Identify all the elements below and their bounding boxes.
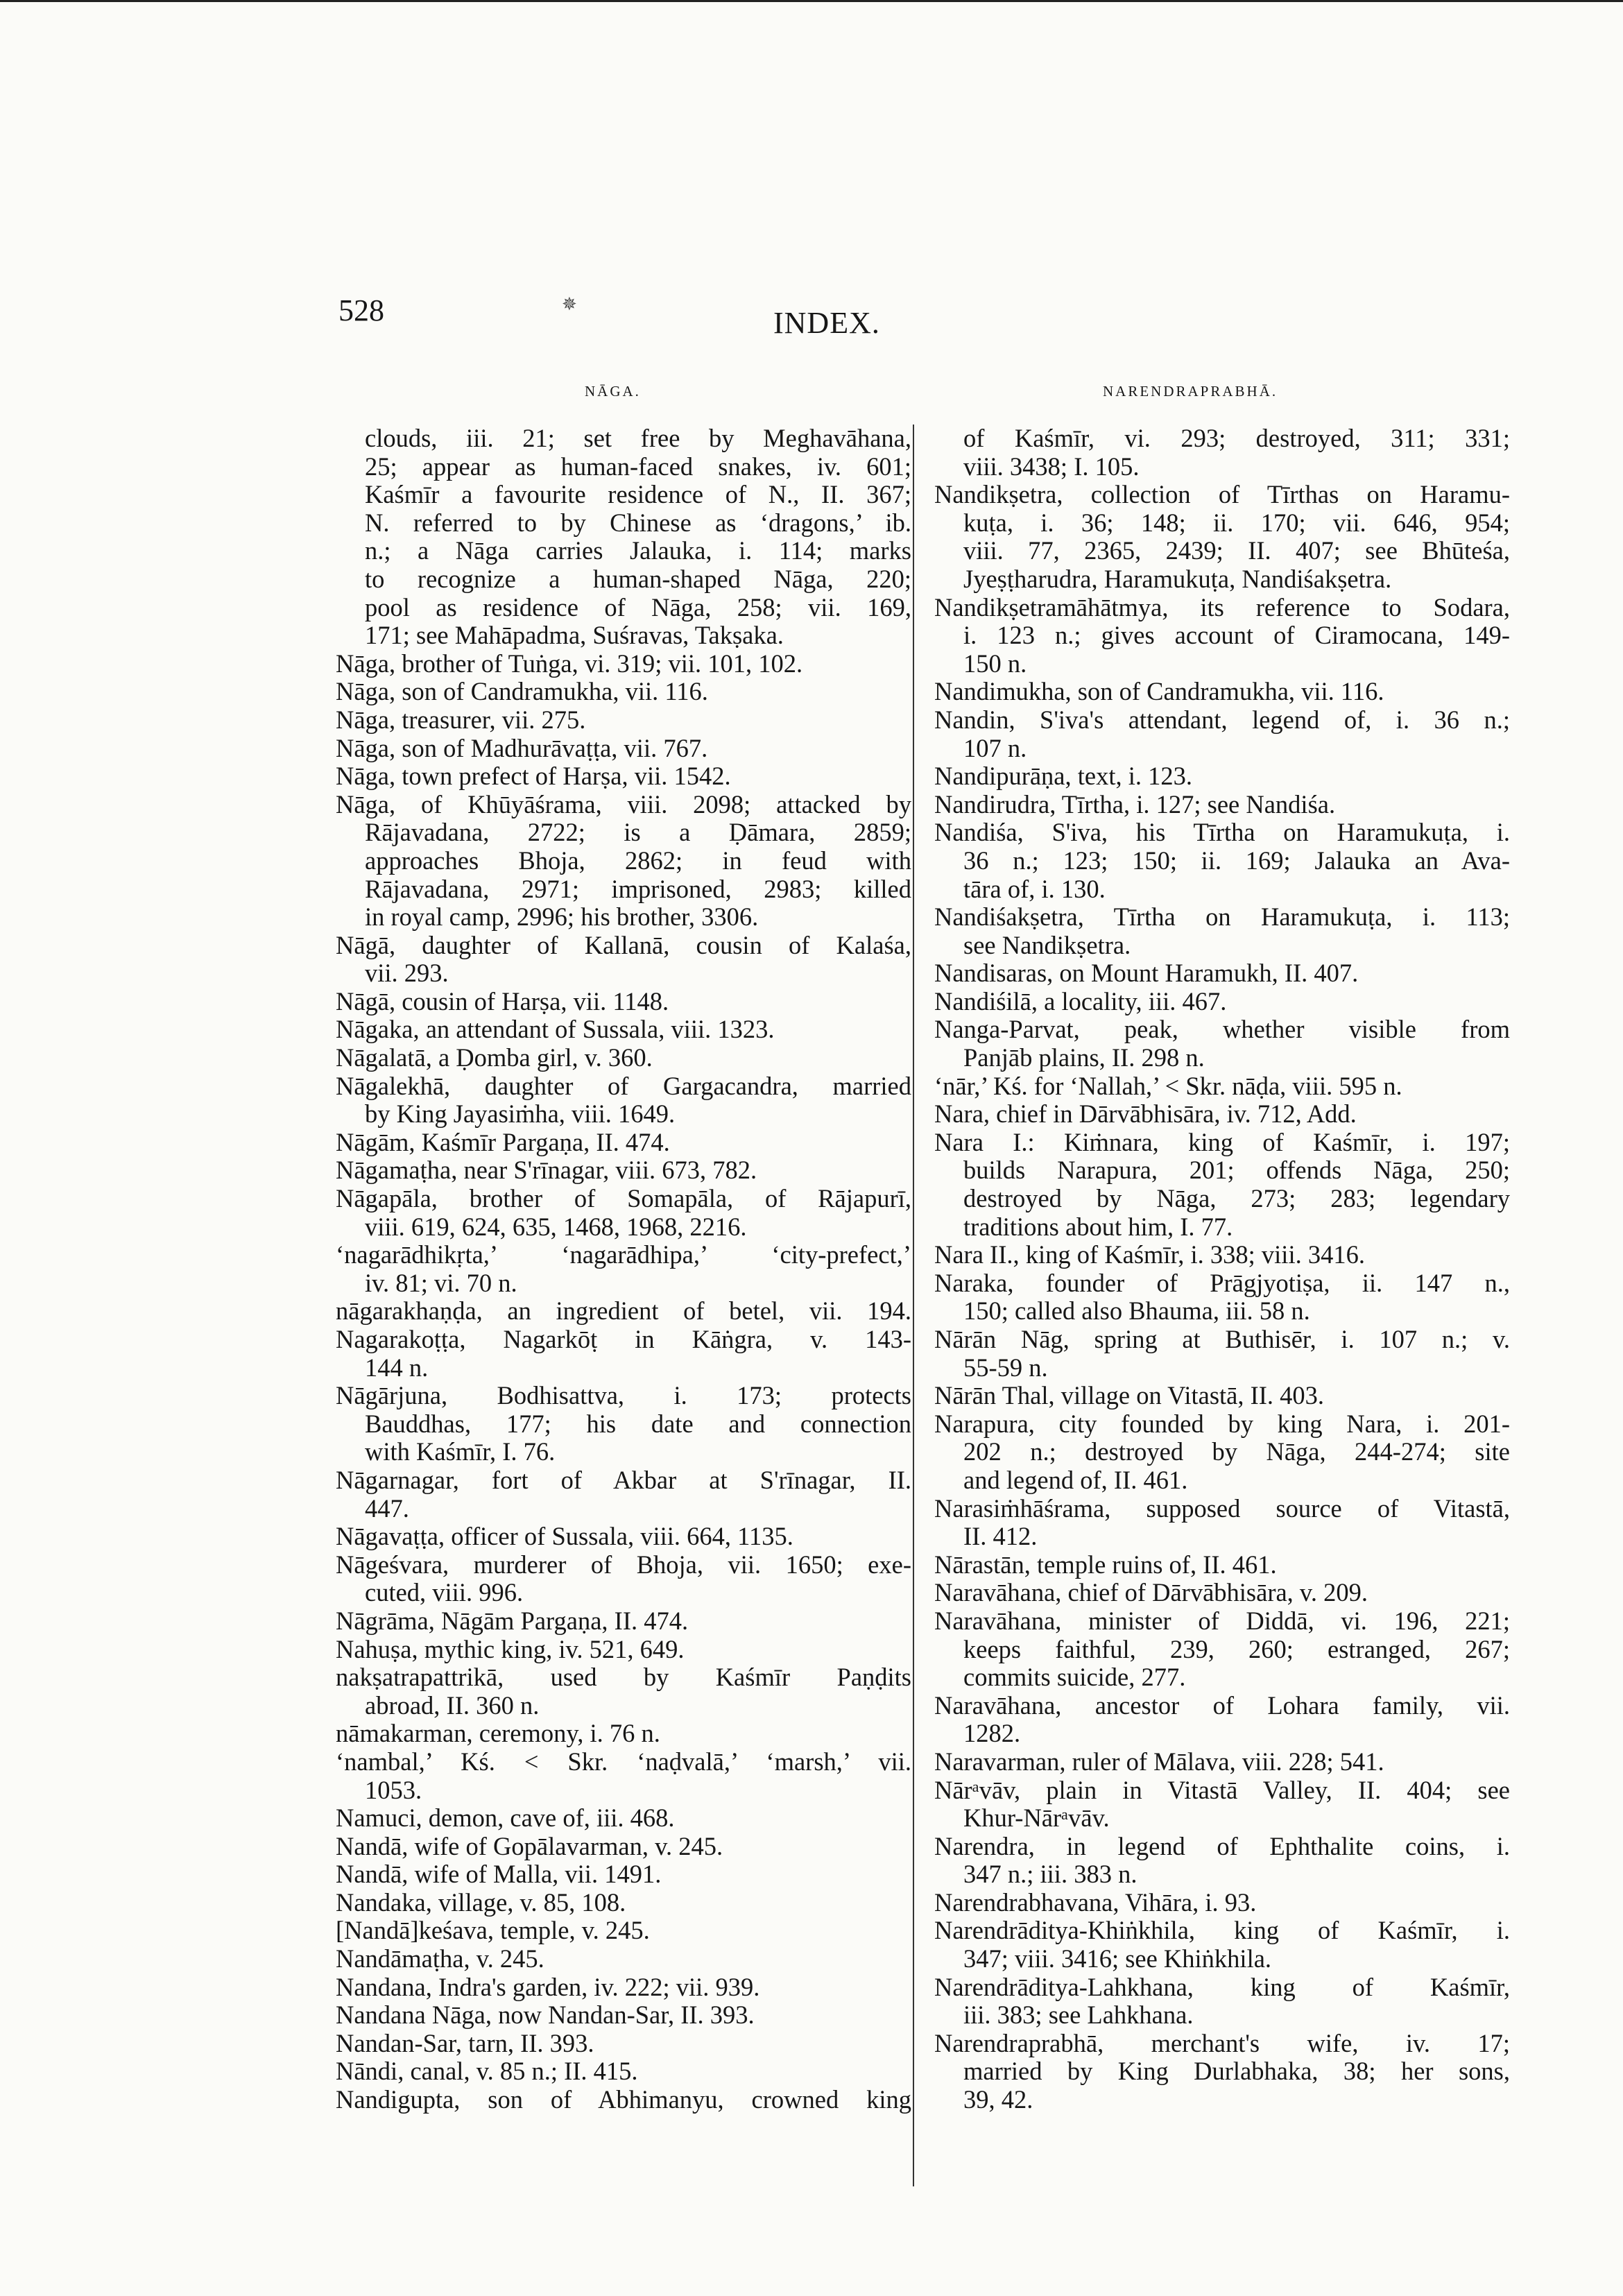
index-line: Narendrabhavana, Vihāra, i. 93. bbox=[934, 1887, 1257, 1917]
index-line: 55-59 n. bbox=[963, 1353, 1048, 1382]
index-line: Nāgā, daughter of Kallanā, cousin of Kalaśa, bbox=[336, 930, 911, 959]
index-line: Nandana, Indra's garden, iv. 222; vii. 939. bbox=[336, 1972, 760, 2001]
index-line: pool as residence of Nāga, 258; vii. 169, bbox=[365, 592, 911, 622]
index-line: Nāgrāma, Nāgām Pargaṇa, II. 474. bbox=[336, 1606, 689, 1635]
index-line: Nandan-Sar, tarn, II. 393. bbox=[336, 2028, 594, 2057]
index-line: Naravāhana, minister of Diddā, vi. 196, 221; bbox=[934, 1606, 1510, 1635]
index-line: Nāgamaṭha, near S'rīnagar, viii. 673, 782. bbox=[336, 1156, 757, 1185]
index-line: by King Jayasiṁha, viii. 1649. bbox=[365, 1099, 676, 1129]
index-line: Jyeṣṭharudra, Haramukuṭa, Nandiśakṣetra. bbox=[963, 564, 1392, 593]
index-line: Nārān Thal, village on Vitastā, II. 403. bbox=[934, 1381, 1325, 1410]
index-line: Nārān Nāg, spring at Buthisēr, i. 107 n.; v. bbox=[934, 1325, 1510, 1353]
right-headword: NARENDRAPRABHĀ. bbox=[1103, 383, 1278, 400]
index-line: Nahuṣa, mythic king, iv. 521, 649. bbox=[336, 1634, 685, 1663]
index-line: Nandimukha, son of Candramukha, vii. 116. bbox=[934, 677, 1384, 706]
left-headword: NĀGA. bbox=[585, 383, 641, 400]
index-line: 347; viii. 3416; see Khiṅkhila. bbox=[963, 1944, 1272, 1973]
index-line: Nandā, wife of Gopālavarman, v. 245. bbox=[336, 1831, 723, 1860]
index-line: II. 412. bbox=[963, 1522, 1038, 1551]
index-line: destroyed by Nāga, 273; 283; legendary bbox=[963, 1184, 1510, 1213]
index-line: Nāga, son of Madhurāvaṭṭa, vii. 767. bbox=[336, 733, 708, 762]
index-line: Nandiśa, S'iva, his Tīrtha on Haramukuṭa, i. bbox=[934, 818, 1510, 847]
index-line: 39, 42. bbox=[963, 2085, 1033, 2114]
index-line: Panjāb plains, II. 298 n. bbox=[963, 1043, 1205, 1072]
index-line: Nāgām, Kaśmīr Pargaṇa, II. 474. bbox=[336, 1127, 670, 1156]
index-line: Naravarman, ruler of Mālava, viii. 228; 541. bbox=[934, 1747, 1384, 1776]
index-line: Namuci, demon, cave of, iii. 468. bbox=[336, 1804, 675, 1833]
index-line: viii. 3438; I. 105. bbox=[963, 452, 1140, 481]
index-line: Nāgalatā, a Ḍomba girl, v. 360. bbox=[336, 1043, 653, 1072]
index-line: Nandin, S'iva's attendant, legend of, i. 36 n.; bbox=[934, 705, 1510, 734]
index-line: 150 n. bbox=[963, 649, 1027, 678]
column-divider bbox=[913, 425, 914, 2186]
index-line: abroad, II. 360 n. bbox=[365, 1690, 540, 1720]
index-line: Nara I.: Kiṁnara, king of Kaśmīr, i. 197; bbox=[934, 1127, 1510, 1156]
index-line: Naravāhana, chief of Dārvābhisāra, v. 209. bbox=[934, 1578, 1368, 1607]
index-line: 1053. bbox=[365, 1775, 422, 1804]
index-line: Rājavadana, 2722; is a Ḍāmara, 2859; bbox=[365, 818, 911, 847]
index-line: Nandipurāṇa, text, i. 123. bbox=[934, 762, 1193, 791]
index-line: Nandiśilā, a locality, iii. 467. bbox=[934, 986, 1227, 1016]
index-line: Bauddhas, 177; his date and connection bbox=[365, 1409, 911, 1438]
index-line: viii. 77, 2365, 2439; II. 407; see Bhūteśa, bbox=[963, 536, 1510, 565]
index-line: commits suicide, 277. bbox=[963, 1663, 1186, 1692]
index-line: approaches Bhoja, 2862; in feud with bbox=[365, 846, 911, 875]
right-column bbox=[934, 425, 1510, 2114]
index-line: ‘nagarādhikṛta,’ ‘nagarādhipa,’ ‘city-prefect,’ bbox=[336, 1240, 911, 1269]
index-line: Nāgarnagar, fort of Akbar at S'rīnagar, II. bbox=[336, 1465, 911, 1494]
index-line: Kaśmīr a favourite residence of N., II. 367; bbox=[365, 480, 911, 509]
index-line: Nāgavaṭṭa, officer of Sussala, viii. 664, 1135. bbox=[336, 1522, 793, 1551]
index-line: Nandikṣetra, collection of Tīrthas on Haramu- bbox=[934, 480, 1510, 509]
index-line: Nandāmaṭha, v. 245. bbox=[336, 1944, 544, 1973]
index-line: tāra of, i. 130. bbox=[963, 874, 1106, 903]
page-title: INDEX. bbox=[773, 306, 880, 340]
index-line: Narendrāditya-Khiṅkhila, king of Kaśmīr, i. bbox=[934, 1916, 1510, 1945]
page-top-edge bbox=[0, 0, 1623, 2]
index-line: Nāgaka, an attendant of Sussala, viii. 1323. bbox=[336, 1015, 775, 1044]
index-line: Nāga, treasurer, vii. 275. bbox=[336, 705, 586, 734]
page-number: 528 bbox=[338, 293, 384, 327]
index-line: Narendraprabhā, merchant's wife, iv. 17; bbox=[934, 2028, 1510, 2057]
index-line: of Kaśmīr, vi. 293; destroyed, 311; 331; bbox=[963, 424, 1510, 452]
index-line: 202 n.; destroyed by Nāga, 244-274; site bbox=[963, 1437, 1510, 1466]
index-line: Narapura, city founded by king Nara, i. 201- bbox=[934, 1409, 1510, 1438]
index-line: Narendra, in legend of Ephthalite coins, i. bbox=[934, 1831, 1510, 1860]
index-line: Nāga, brother of Tuṅga, vi. 319; vii. 101, 102. bbox=[336, 649, 803, 678]
index-line: Nandiśakṣetra, Tīrtha on Haramukuṭa, i. 113; bbox=[934, 902, 1510, 932]
index-line: ‘nambal,’ Kś. < Skr. ‘naḍvalā,’ ‘marsh,’ vii. bbox=[336, 1747, 911, 1776]
index-line: Nandā, wife of Malla, vii. 1491. bbox=[336, 1860, 662, 1889]
index-line: [Nandā]keśava, temple, v. 245. bbox=[336, 1916, 650, 1945]
index-line: Rājavadana, 2971; imprisoned, 2983; killed bbox=[365, 874, 911, 903]
index-line: kuṭa, i. 36; 148; ii. 170; vii. 646, 954; bbox=[963, 508, 1510, 537]
index-line: Nandirudra, Tīrtha, i. 127; see Nandiśa. bbox=[934, 789, 1336, 819]
index-line: cuted, viii. 996. bbox=[365, 1578, 524, 1607]
index-line: N. referred to by Chinese as ‘dragons,’ ib. bbox=[365, 508, 911, 537]
index-line: nakṣatrapattrikā, used by Kaśmīr Paṇḍits bbox=[336, 1663, 911, 1692]
index-line: builds Narapura, 201; offends Nāga, 250; bbox=[963, 1156, 1510, 1185]
index-line: Khur-Nārᵃvāv. bbox=[963, 1804, 1110, 1833]
index-line: Nāndi, canal, v. 85 n.; II. 415. bbox=[336, 2057, 638, 2086]
index-line: keeps faithful, 239, 260; estranged, 267; bbox=[963, 1634, 1510, 1663]
index-line: Nagarakoṭṭa, Nagarkōṭ in Kāṅgra, v. 143- bbox=[336, 1325, 911, 1353]
index-line: nāgarakhaṇḍa, an ingredient of betel, vii. 194. bbox=[336, 1296, 911, 1326]
index-line: Nandigupta, son of Abhimanyu, crowned king bbox=[336, 2085, 911, 2114]
index-line: clouds, iii. 21; set free by Meghavāhana, bbox=[365, 424, 911, 452]
index-line: to recognize a human-shaped Nāga, 220; bbox=[365, 564, 911, 593]
ornament-icon: ✵ bbox=[562, 294, 577, 314]
index-line: married by King Durlabhaka, 38; her sons, bbox=[963, 2057, 1510, 2086]
index-line: Nārastān, temple ruins of, II. 461. bbox=[934, 1550, 1277, 1579]
index-line: 25; appear as human-faced snakes, iv. 601; bbox=[365, 452, 911, 481]
index-line: Narendrāditya-Lahkhana, king of Kaśmīr, bbox=[934, 1972, 1510, 2001]
index-line: 150; called also Bhauma, iii. 58 n. bbox=[963, 1296, 1310, 1326]
index-line: Nandaka, village, v. 85, 108. bbox=[336, 1887, 626, 1917]
index-line: iii. 383; see Lahkhana. bbox=[963, 2001, 1194, 2030]
index-line: 107 n. bbox=[963, 733, 1027, 762]
index-line: viii. 619, 624, 635, 1468, 1968, 2216. bbox=[365, 1212, 747, 1241]
index-line: Nara, chief in Dārvābhisāra, iv. 712, Add. bbox=[934, 1099, 1357, 1129]
index-line: Naraka, founder of Prāgjyotiṣa, ii. 147 n., bbox=[934, 1268, 1510, 1297]
index-line: ‘nār,’ Kś. for ‘Nallah,’ < Skr. nāḍa, viii. 595 n. bbox=[934, 1071, 1402, 1100]
index-line: iv. 81; vi. 70 n. bbox=[365, 1268, 517, 1297]
index-line: Nandikṣetramāhātmya, its reference to Sodara, bbox=[934, 592, 1510, 622]
index-line: Nāga, of Khūyāśrama, viii. 2098; attacked by bbox=[336, 789, 911, 819]
index-line: Narasiṁhāśrama, supposed source of Vitastā, bbox=[934, 1493, 1510, 1523]
index-line: 1282. bbox=[963, 1719, 1021, 1748]
index-line: 447. bbox=[365, 1493, 409, 1523]
index-line: nāmakarman, ceremony, i. 76 n. bbox=[336, 1719, 660, 1748]
index-line: 36 n.; 123; 150; ii. 169; Jalauka an Ava- bbox=[963, 846, 1510, 875]
index-line: Nāga, son of Candramukha, vii. 116. bbox=[336, 677, 708, 706]
index-line: i. 123 n.; gives account of Ciramocana, 149- bbox=[963, 621, 1510, 650]
index-line: Nāgā, cousin of Harṣa, vii. 1148. bbox=[336, 986, 669, 1016]
index-line: see Nandikṣetra. bbox=[963, 930, 1131, 959]
index-line: Nāga, town prefect of Harṣa, vii. 1542. bbox=[336, 762, 731, 791]
index-line: Nāgārjuna, Bodhisattva, i. 173; protects bbox=[336, 1381, 911, 1410]
index-line: n.; a Nāga carries Jalauka, i. 114; marks bbox=[365, 536, 911, 565]
index-line: traditions about him, I. 77. bbox=[963, 1212, 1233, 1241]
index-line: Nanga-Parvat, peak, whether visible from bbox=[934, 1015, 1510, 1044]
index-line: Naravāhana, ancestor of Lohara family, vii. bbox=[934, 1690, 1510, 1720]
index-line: and legend of, II. 461. bbox=[963, 1465, 1188, 1494]
index-line: 347 n.; iii. 383 n. bbox=[963, 1860, 1137, 1889]
index-line: with Kaśmīr, I. 76. bbox=[365, 1437, 556, 1466]
index-line: Nāgalekhā, daughter of Gargacandra, married bbox=[336, 1071, 911, 1100]
index-line: 171; see Mahāpadma, Suśravas, Takṣaka. bbox=[365, 621, 784, 650]
index-line: Nandana Nāga, now Nandan-Sar, II. 393. bbox=[336, 2001, 755, 2030]
index-line: Nandisaras, on Mount Haramukh, II. 407. bbox=[934, 959, 1359, 988]
index-line: 144 n. bbox=[365, 1353, 429, 1382]
index-line: Nara II., king of Kaśmīr, i. 338; viii. 3416. bbox=[934, 1240, 1365, 1269]
index-line: vii. 293. bbox=[365, 959, 449, 988]
left-column bbox=[336, 425, 911, 2114]
index-line: in royal camp, 2996; his brother, 3306. bbox=[365, 902, 759, 932]
index-line: Nārᵃvāv, plain in Vitastā Valley, II. 404; see bbox=[934, 1775, 1510, 1804]
index-line: Nāgeśvara, murderer of Bhoja, vii. 1650; exe- bbox=[336, 1550, 911, 1579]
index-line: Nāgapāla, brother of Somapāla, of Rājapurī, bbox=[336, 1184, 911, 1213]
